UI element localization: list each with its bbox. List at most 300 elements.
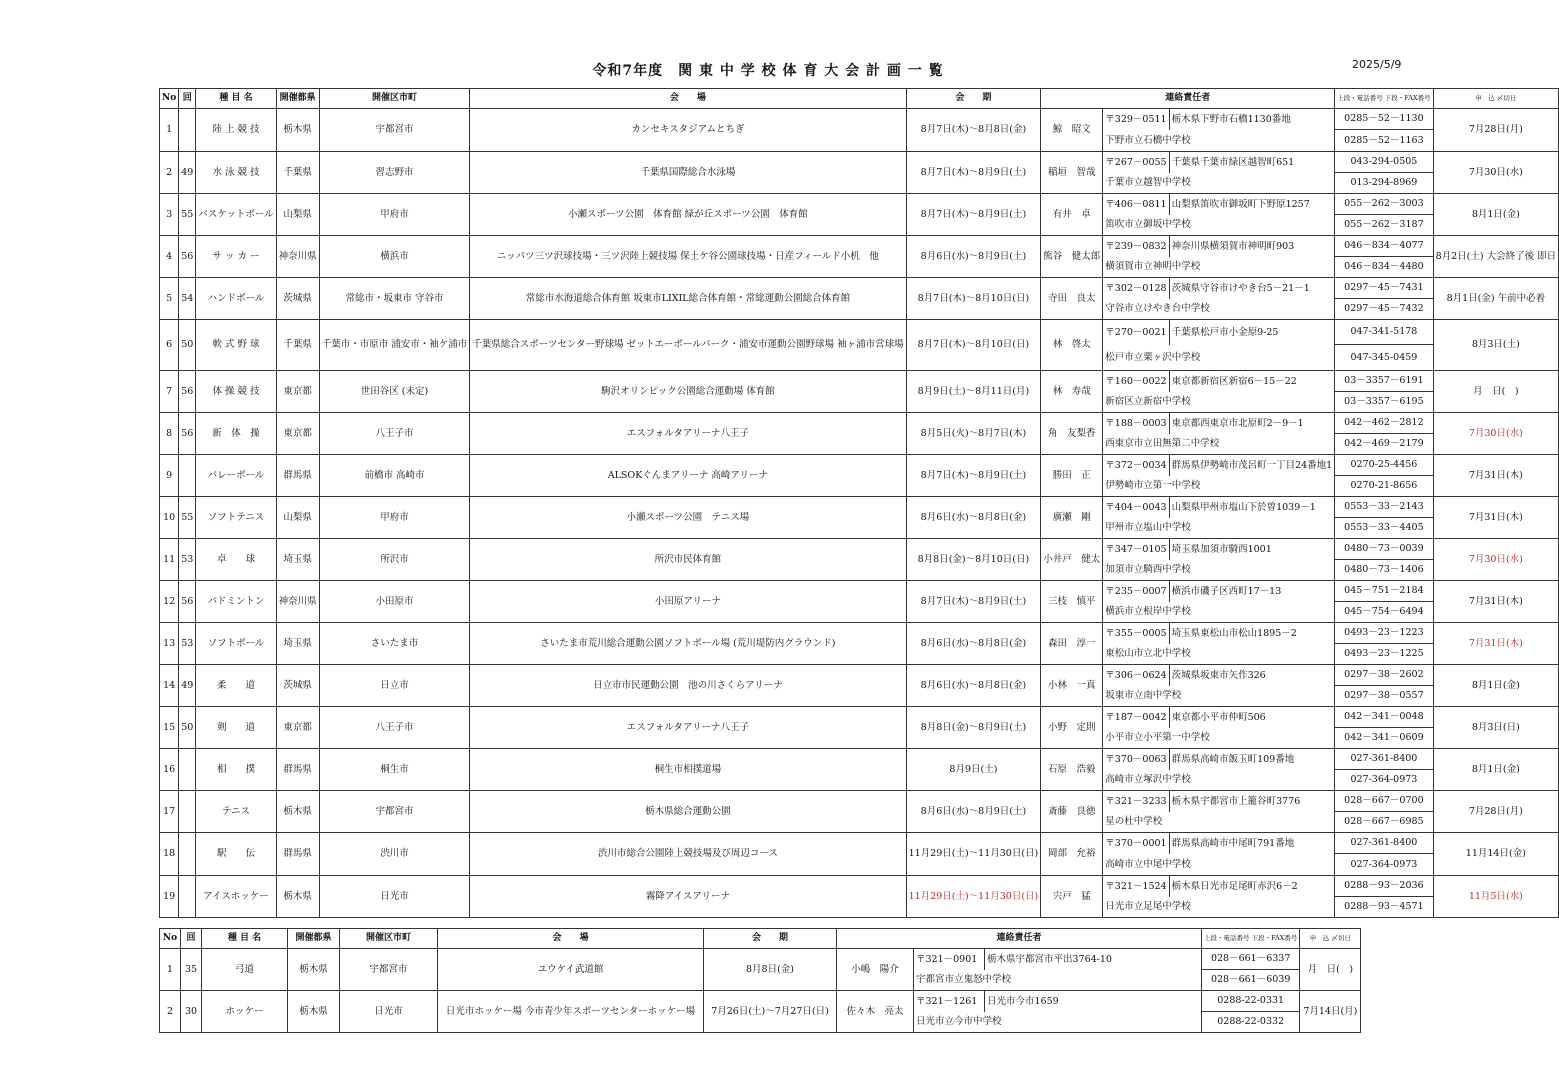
- row-period: 8月6日(水)～8月8日(金): [906, 665, 1041, 707]
- row-phone: 046－834－4077: [1335, 236, 1433, 257]
- row-prefecture: 千葉県: [276, 320, 319, 371]
- table-row: [160, 278, 1559, 299]
- row-school: 西東京市立田無第二中学校: [1103, 434, 1335, 455]
- row-deadline: 8月1日(金): [1433, 194, 1559, 236]
- row-period: 8月6日(水)～8月9日(土): [906, 791, 1041, 833]
- row-fax: 0285－52－1163: [1335, 130, 1433, 152]
- row-deadline: 7月31日(木): [1433, 581, 1559, 623]
- row-no: 6: [160, 320, 179, 371]
- row-kai: 56: [179, 581, 196, 623]
- header-no: No: [160, 929, 181, 949]
- row-event: 卓 球: [196, 539, 276, 581]
- row-school: 松戸市立栗ヶ沢中学校: [1103, 345, 1335, 371]
- row-event: テニス: [196, 791, 276, 833]
- row-phone: 028－667－0700: [1335, 791, 1433, 812]
- header-event: 種 目 名: [196, 89, 276, 109]
- row-city: 横浜市: [319, 236, 470, 278]
- row-postal-code: 〒270－0021: [1103, 320, 1169, 345]
- row-period: 8月7日(木)～8月9日(土): [906, 194, 1041, 236]
- row-school: 高崎市立中尾中学校: [1103, 854, 1335, 876]
- row-period: 8月7日(木)～8月10日(日): [906, 278, 1041, 320]
- row-period: 8月8日(金): [704, 949, 837, 991]
- row-prefecture: 東京都: [276, 413, 319, 455]
- row-deadline: 7月14日(月): [1300, 991, 1361, 1033]
- table-row: [160, 876, 1559, 897]
- table-row: [160, 371, 1559, 392]
- row-event: 弓道: [202, 949, 288, 991]
- row-venue: 霧降アイスアリーナ: [470, 876, 906, 918]
- row-address: 山梨県甲州市塩山下於曽1039－1: [1169, 497, 1335, 518]
- row-deadline: 11月14日(金): [1433, 833, 1559, 876]
- row-period: 11月29日(土)～11月30日(日): [906, 833, 1041, 876]
- row-period: 8月7日(木)～8月10日(日): [906, 320, 1041, 371]
- row-kai: 35: [181, 949, 202, 991]
- row-event: 相 撲: [196, 749, 276, 791]
- row-event: 軟 式 野 球: [196, 320, 276, 371]
- row-no: 5: [160, 278, 179, 320]
- header-contact: 連絡責任者: [837, 929, 1202, 949]
- row-school: 下野市立石橋中学校: [1103, 130, 1335, 152]
- row-school: 小平市立小平第一中学校: [1103, 728, 1335, 749]
- row-prefecture: 栃木県: [276, 791, 319, 833]
- row-deadline: 8月2日(土) 大会終了後 即日: [1433, 236, 1559, 278]
- row-venue: カンセキスタジアムとちぎ: [470, 109, 906, 152]
- row-no: 1: [160, 109, 179, 152]
- row-period: 8月9日(土): [906, 749, 1041, 791]
- row-no: 2: [160, 152, 179, 194]
- row-venue: ニッパツ三ツ沢球技場・三ツ沢陸上競技場 保土ケ谷公園球技場・日産フィールド小机 他: [470, 236, 906, 278]
- table-row: [160, 152, 1559, 173]
- row-venue: 千葉県国際総合水泳場: [470, 152, 906, 194]
- row-city: 千葉市・市原市 浦安市・袖ケ浦市: [319, 320, 470, 371]
- row-kai: [179, 455, 196, 497]
- row-city: 小田原市: [319, 581, 470, 623]
- row-no: 3: [160, 194, 179, 236]
- additional-event-table: [159, 928, 1361, 1033]
- row-phone: 0285－52－1130: [1335, 109, 1433, 130]
- row-school: 千葉市立越智中学校: [1103, 173, 1335, 194]
- row-kai: 56: [179, 236, 196, 278]
- row-prefecture: 埼玉県: [276, 539, 319, 581]
- row-address: 栃木県下野市石橋1130番地: [1169, 109, 1335, 130]
- row-event: 駅 伝: [196, 833, 276, 876]
- row-fax: 0480－73－1406: [1335, 560, 1433, 581]
- row-school: 日光市立今市中学校: [914, 1012, 1202, 1033]
- row-school: 加須市立騎西中学校: [1103, 560, 1335, 581]
- row-school: 新宿区立新宿中学校: [1103, 392, 1335, 413]
- row-event: 柔 道: [196, 665, 276, 707]
- header-phone-fax: 上段・電話番号 下段・FAX番号: [1202, 929, 1300, 949]
- row-contact-person: 廣瀬 剛: [1041, 497, 1103, 539]
- row-prefecture: 栃木県: [288, 991, 340, 1033]
- row-prefecture: 山梨県: [276, 497, 319, 539]
- row-postal-code: 〒188－0003: [1103, 413, 1169, 434]
- row-fax: 0297－45－7432: [1335, 299, 1433, 320]
- row-phone: 055－262－3003: [1335, 194, 1433, 215]
- table-row: [160, 236, 1559, 257]
- row-city: 世田谷区 (未定): [319, 371, 470, 413]
- row-event: ハンドボール: [196, 278, 276, 320]
- row-school: 横浜市立根岸中学校: [1103, 602, 1335, 623]
- row-postal-code: 〒160－0022: [1103, 371, 1169, 392]
- row-kai: 49: [179, 665, 196, 707]
- row-deadline: 8月1日(金): [1433, 749, 1559, 791]
- row-address: 群馬県伊勢崎市茂呂町一丁目24番地1: [1169, 455, 1335, 476]
- header-pref: 開催都県: [276, 89, 319, 109]
- row-kai: 56: [179, 413, 196, 455]
- row-phone: 028－661－6337: [1202, 949, 1300, 970]
- row-contact-person: 佐々木 亮太: [837, 991, 914, 1033]
- row-contact-person: 勝田 正: [1041, 455, 1103, 497]
- header-period: 会 期: [704, 929, 837, 949]
- row-no: 1: [160, 949, 181, 991]
- row-fax: 027-364-0973: [1335, 854, 1433, 876]
- row-school: 伊勢崎市立第一中学校: [1103, 476, 1335, 497]
- row-event: バレーボール: [196, 455, 276, 497]
- row-venue: 小瀬スポーツ公園 体育館 緑が丘スポーツ公園 体育館: [470, 194, 906, 236]
- row-city: 八王子市: [319, 413, 470, 455]
- row-contact-person: 林 啓太: [1041, 320, 1103, 371]
- row-deadline: 11月5日(水): [1433, 876, 1559, 918]
- row-contact-person: 林 寿哉: [1041, 371, 1103, 413]
- row-address: 栃木県宇都宮市平出3764-10: [985, 949, 1202, 970]
- header-deadline: 申 込 〆切日: [1300, 929, 1361, 949]
- header-contact: 連絡責任者: [1041, 89, 1335, 109]
- row-venue: ALSOKぐんまアリーナ 高崎アリーナ: [470, 455, 906, 497]
- row-postal-code: 〒239－0832: [1103, 236, 1169, 257]
- row-postal-code: 〒235－0007: [1103, 581, 1169, 602]
- table-row: [160, 665, 1559, 686]
- row-prefecture: 神奈川県: [276, 236, 319, 278]
- row-phone: 0288－93－2036: [1335, 876, 1433, 897]
- row-venue: エスフォルタアリーナ八王子: [470, 707, 906, 749]
- row-city: 日光市: [340, 991, 438, 1033]
- row-address: 埼玉県東松山市松山1895－2: [1169, 623, 1335, 644]
- table-row: [160, 194, 1559, 215]
- extra-table-body: [160, 949, 1361, 1033]
- row-phone: 03－3357－6191: [1335, 371, 1433, 392]
- row-no: 11: [160, 539, 179, 581]
- row-phone: 0297－38－2602: [1335, 665, 1433, 686]
- row-fax: 013-294-8969: [1335, 173, 1433, 194]
- table-row: [160, 707, 1559, 728]
- row-postal-code: 〒406－0811: [1103, 194, 1169, 215]
- row-address: 埼玉県加須市騎西1001: [1169, 539, 1335, 560]
- header-deadline: 申 込 〆切日: [1433, 89, 1559, 109]
- row-school: 星の杜中学校: [1103, 812, 1335, 833]
- row-fax: 0288-22-0332: [1202, 1012, 1300, 1033]
- row-period: 8月6日(水)～8月8日(金): [906, 623, 1041, 665]
- row-contact-person: 斎藤 良徳: [1041, 791, 1103, 833]
- row-deadline: 月 日( ): [1433, 371, 1559, 413]
- row-postal-code: 〒321－0901: [914, 949, 985, 970]
- row-contact-person: 角 友梨香: [1041, 413, 1103, 455]
- row-postal-code: 〒321－3233: [1103, 791, 1169, 812]
- row-no: 16: [160, 749, 179, 791]
- row-address: 茨城県守谷市けやき台5－21－1: [1169, 278, 1335, 299]
- row-phone: 0553－33－2143: [1335, 497, 1433, 518]
- row-no: 14: [160, 665, 179, 707]
- row-deadline: 月 日( ): [1300, 949, 1361, 991]
- row-event: 剣 道: [196, 707, 276, 749]
- row-period: 11月29日(土)～11月30日(日): [906, 876, 1041, 918]
- row-address: 東京都西東京市北原町2－9－1: [1169, 413, 1335, 434]
- row-period: 8月6日(水)～8月8日(金): [906, 497, 1041, 539]
- row-period: 8月8日(金)～8月9日(土): [906, 707, 1041, 749]
- header-period: 会 期: [906, 89, 1041, 109]
- row-no: 8: [160, 413, 179, 455]
- row-postal-code: 〒372－0034: [1103, 455, 1169, 476]
- row-kai: 53: [179, 623, 196, 665]
- table-row: [160, 833, 1559, 854]
- row-phone: 027-361-8400: [1335, 833, 1433, 854]
- row-prefecture: 栃木県: [276, 109, 319, 152]
- row-fax: 042－341－0609: [1335, 728, 1433, 749]
- row-venue: エスフォルタアリーナ八王子: [470, 413, 906, 455]
- row-prefecture: 山梨県: [276, 194, 319, 236]
- row-fax: 055－262－3187: [1335, 215, 1433, 236]
- row-event: バスケットボール: [196, 194, 276, 236]
- row-kai: 50: [179, 707, 196, 749]
- row-prefecture: 茨城県: [276, 665, 319, 707]
- row-event: ホッケー: [202, 991, 288, 1033]
- row-no: 18: [160, 833, 179, 876]
- row-kai: [179, 791, 196, 833]
- row-fax: 0288－93－4571: [1335, 897, 1433, 918]
- row-deadline: 7月31日(木): [1433, 623, 1559, 665]
- row-event: 陸 上 競 技: [196, 109, 276, 152]
- table-row: [160, 539, 1559, 560]
- row-deadline: 7月28日(月): [1433, 791, 1559, 833]
- row-contact-person: 小野 定則: [1041, 707, 1103, 749]
- row-event: バドミントン: [196, 581, 276, 623]
- table-header-row: [160, 929, 1361, 949]
- row-school: 笛吹市立御坂中学校: [1103, 215, 1335, 236]
- row-venue: 桐生市相撲道場: [470, 749, 906, 791]
- row-postal-code: 〒267－0055: [1103, 152, 1169, 173]
- row-contact-person: 稲垣 智哉: [1041, 152, 1103, 194]
- row-school: 宇都宮市立鬼怒中学校: [914, 970, 1202, 991]
- row-address: 栃木県宇都宮市上籠谷町3776: [1169, 791, 1335, 812]
- row-city: 所沢市: [319, 539, 470, 581]
- row-event: アイスホッケー: [196, 876, 276, 918]
- row-event: サ ッ カ ー: [196, 236, 276, 278]
- main-event-table: [159, 88, 1559, 918]
- row-fax: 0270-21-8656: [1335, 476, 1433, 497]
- row-postal-code: 〒321－1261: [914, 991, 985, 1012]
- row-no: 9: [160, 455, 179, 497]
- table-row: [160, 749, 1559, 770]
- row-fax: 0553－33－4405: [1335, 518, 1433, 539]
- header-phone-fax: 上段・電話番号 下段・FAX番号: [1335, 89, 1433, 109]
- row-deadline: 8月3日(日): [1433, 707, 1559, 749]
- header-pref: 開催都県: [288, 929, 340, 949]
- row-event: ソフトボール: [196, 623, 276, 665]
- row-fax: 0493－23－1225: [1335, 644, 1433, 665]
- row-city: 桐生市: [319, 749, 470, 791]
- header-kai: 回: [179, 89, 196, 109]
- row-kai: 56: [179, 371, 196, 413]
- header-city: 開催区市町: [340, 929, 438, 949]
- row-period: 8月9日(土)～8月11日(月): [906, 371, 1041, 413]
- row-event: 新 体 操: [196, 413, 276, 455]
- row-deadline: 7月31日(木): [1433, 455, 1559, 497]
- row-city: 宇都宮市: [340, 949, 438, 991]
- row-address: 山梨県笛吹市御坂町下野原1257: [1169, 194, 1335, 215]
- row-kai: 30: [181, 991, 202, 1033]
- row-contact-person: 岡部 允裕: [1041, 833, 1103, 876]
- document-date: 2025/5/9: [1352, 58, 1402, 71]
- row-kai: 50: [179, 320, 196, 371]
- row-address: 栃木県日光市足尾町赤沢6－2: [1169, 876, 1335, 897]
- header-city: 開催区市町: [319, 89, 470, 109]
- row-phone: 042－462－2812: [1335, 413, 1433, 434]
- row-no: 13: [160, 623, 179, 665]
- row-prefecture: 群馬県: [276, 749, 319, 791]
- row-period: 8月8日(金)～8月10日(日): [906, 539, 1041, 581]
- row-phone: 027-361-8400: [1335, 749, 1433, 770]
- row-period: 8月7日(木)～8月9日(土): [906, 455, 1041, 497]
- row-deadline: 8月3日(土): [1433, 320, 1559, 371]
- row-deadline: 7月30日(水): [1433, 539, 1559, 581]
- row-fax: 047-345-0459: [1335, 345, 1433, 371]
- row-city: 八王子市: [319, 707, 470, 749]
- row-postal-code: 〒370－0063: [1103, 749, 1169, 770]
- row-fax: 03－3357－6195: [1335, 392, 1433, 413]
- row-city: 渋川市: [319, 833, 470, 876]
- row-event: ソフトテニス: [196, 497, 276, 539]
- row-no: 10: [160, 497, 179, 539]
- row-contact-person: 小嶋 陽介: [837, 949, 914, 991]
- row-prefecture: 埼玉県: [276, 623, 319, 665]
- row-address: 千葉県松戸市小金原9-25: [1169, 320, 1335, 345]
- row-period: 8月7日(木)～8月8日(金): [906, 109, 1041, 152]
- main-table-body: [160, 109, 1559, 918]
- row-school: 高崎市立塚沢中学校: [1103, 770, 1335, 791]
- row-no: 19: [160, 876, 179, 918]
- row-prefecture: 栃木県: [288, 949, 340, 991]
- row-address: 日光市今市1659: [985, 991, 1202, 1012]
- row-phone: 043-294-0505: [1335, 152, 1433, 173]
- row-fax: 028－667－6985: [1335, 812, 1433, 833]
- row-venue: 渋川市総合公園陸上競技場及び周辺コース: [470, 833, 906, 876]
- row-phone: 0270-25-4456: [1335, 455, 1433, 476]
- row-venue: 駒沢オリンピック公園総合運動場 体育館: [470, 371, 906, 413]
- table-row: [160, 949, 1361, 970]
- row-phone: 0288-22-0331: [1202, 991, 1300, 1012]
- row-contact-person: 熊谷 健太郎: [1041, 236, 1103, 278]
- row-prefecture: 栃木県: [276, 876, 319, 918]
- row-address: 千葉県千葉市緑区越智町651: [1169, 152, 1335, 173]
- table-row: [160, 791, 1559, 812]
- row-deadline: 8月1日(金): [1433, 665, 1559, 707]
- row-kai: [179, 876, 196, 918]
- row-postal-code: 〒306－0624: [1103, 665, 1169, 686]
- row-period: 8月7日(木)～8月9日(土): [906, 581, 1041, 623]
- row-prefecture: 東京都: [276, 707, 319, 749]
- row-event: 体 操 競 技: [196, 371, 276, 413]
- table-row: [160, 455, 1559, 476]
- header-no: No: [160, 89, 179, 109]
- row-city: 甲府市: [319, 497, 470, 539]
- row-postal-code: 〒404－0043: [1103, 497, 1169, 518]
- table-header-row: [160, 89, 1559, 109]
- row-event: 水 泳 競 技: [196, 152, 276, 194]
- row-kai: 55: [179, 194, 196, 236]
- header-venue: 会 場: [438, 929, 704, 949]
- row-kai: [179, 833, 196, 876]
- row-school: 甲州市立塩山中学校: [1103, 518, 1335, 539]
- row-school: 日光市立足尾中学校: [1103, 897, 1335, 918]
- row-kai: 55: [179, 497, 196, 539]
- row-no: 12: [160, 581, 179, 623]
- row-school: 守谷市立けやき台中学校: [1103, 299, 1335, 320]
- table-row: [160, 413, 1559, 434]
- row-deadline: 8月1日(金) 午前中必着: [1433, 278, 1559, 320]
- row-phone: 045－751－2184: [1335, 581, 1433, 602]
- row-kai: [179, 109, 196, 152]
- row-address: 群馬県高崎市中尾町791番地: [1169, 833, 1335, 854]
- row-period: 8月7日(木)～8月9日(土): [906, 152, 1041, 194]
- row-city: 宇都宮市: [319, 791, 470, 833]
- row-kai: [179, 749, 196, 791]
- row-city: さいたま市: [319, 623, 470, 665]
- row-phone: 042－341－0048: [1335, 707, 1433, 728]
- table-row: [160, 581, 1559, 602]
- table-row: [160, 623, 1559, 644]
- row-venue: ユウケイ武道館: [438, 949, 704, 991]
- row-no: 2: [160, 991, 181, 1033]
- row-no: 15: [160, 707, 179, 749]
- header-event: 種 目 名: [202, 929, 288, 949]
- row-city: 甲府市: [319, 194, 470, 236]
- row-school: 東松山市立北中学校: [1103, 644, 1335, 665]
- row-venue: 小瀬スポーツ公園 テニス場: [470, 497, 906, 539]
- row-fax: 042－469－2179: [1335, 434, 1433, 455]
- row-phone: 0480－73－0039: [1335, 539, 1433, 560]
- table-row: [160, 497, 1559, 518]
- row-contact-person: 三枝 慎平: [1041, 581, 1103, 623]
- row-prefecture: 群馬県: [276, 833, 319, 876]
- row-deadline: 7月30日(水): [1433, 413, 1559, 455]
- row-city: 習志野市: [319, 152, 470, 194]
- row-contact-person: 石原 浩毅: [1041, 749, 1103, 791]
- row-postal-code: 〒370－0001: [1103, 833, 1169, 854]
- table-row: [160, 991, 1361, 1012]
- row-address: 東京都小平市仲町506: [1169, 707, 1335, 728]
- page-title: 令和7年度 関 東 中 学 校 体 育 大 会 計 画 一 覧: [592, 63, 944, 79]
- row-venue: 日光市ホッケー場 今市青少年スポーツセンターホッケー場: [438, 991, 704, 1033]
- row-venue: 日立市市民運動公園 池の川さくらアリーナ: [470, 665, 906, 707]
- row-period: 8月6日(水)～8月9日(土): [906, 236, 1041, 278]
- row-school: 坂東市立南中学校: [1103, 686, 1335, 707]
- row-city: 宇都宮市: [319, 109, 470, 152]
- row-postal-code: 〒302－0128: [1103, 278, 1169, 299]
- row-phone: 047-341-5178: [1335, 320, 1433, 345]
- row-deadline: 7月28日(月): [1433, 109, 1559, 152]
- row-contact-person: 森田 淳一: [1041, 623, 1103, 665]
- row-venue: 栃木県総合運動公園: [470, 791, 906, 833]
- row-kai: 54: [179, 278, 196, 320]
- row-prefecture: 東京都: [276, 371, 319, 413]
- row-venue: 千葉県総合スポーツセンター野球場 ゼットエーボールパーク・浦安市運動公園野球場 袖ヶ浦市営球場: [470, 320, 906, 371]
- row-postal-code: 〒187－0042: [1103, 707, 1169, 728]
- table-row: [160, 109, 1559, 130]
- row-city: 日立市: [319, 665, 470, 707]
- row-phone: 0297－45－7431: [1335, 278, 1433, 299]
- row-contact-person: 小井戸 健太: [1041, 539, 1103, 581]
- row-deadline: 7月30日(水): [1433, 152, 1559, 194]
